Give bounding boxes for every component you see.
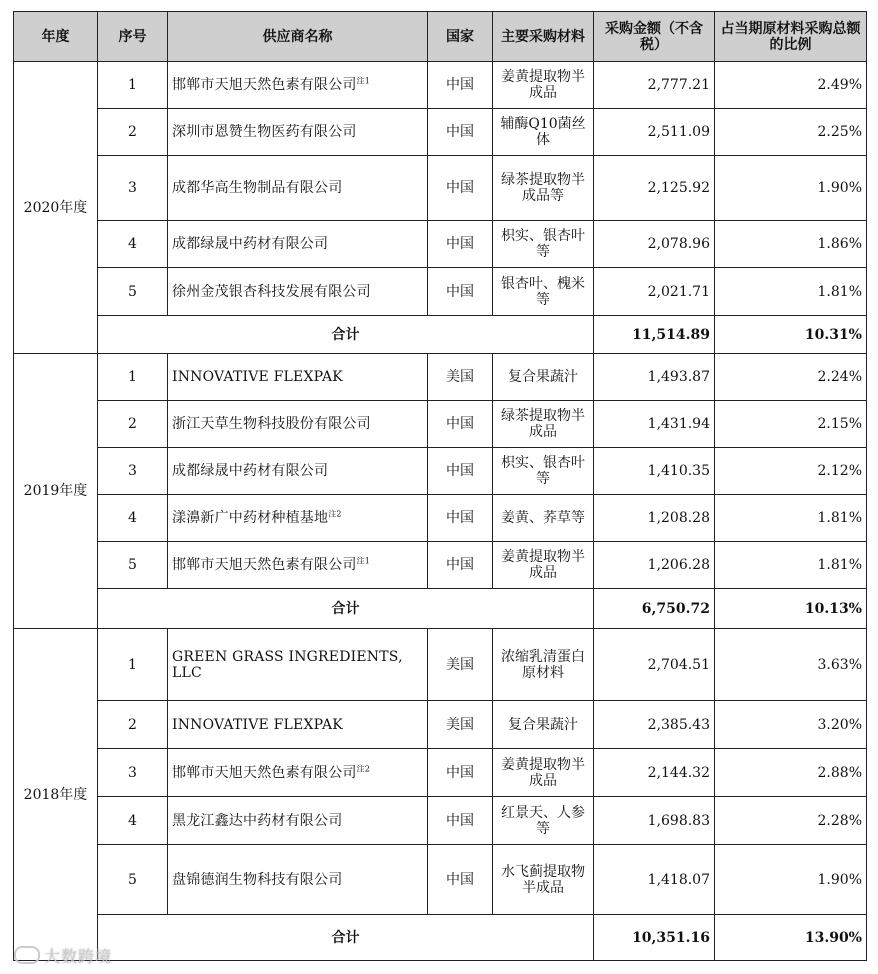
- amount-cell: 1,698.83: [594, 797, 715, 845]
- amount-cell: 2,078.96: [594, 221, 715, 268]
- total-amount: 10,351.16: [594, 915, 715, 961]
- seq-cell: 4: [98, 221, 168, 268]
- table-row: [14, 354, 867, 401]
- seq-cell: 4: [98, 495, 168, 542]
- country-cell: 中国: [428, 109, 493, 156]
- supplier-name: INNOVATIVE FLEXPAK: [172, 716, 343, 733]
- ratio-cell: 2.25%: [715, 109, 867, 156]
- header-row: [14, 12, 867, 62]
- supplier-name-cell: [168, 701, 428, 749]
- seq-cell: 1: [98, 629, 168, 701]
- supplier-name-cell: [168, 354, 428, 401]
- amount-cell: 1,410.35: [594, 448, 715, 495]
- ratio-cell: 1.81%: [715, 268, 867, 316]
- material-cell: 枳实、银杏叶等: [493, 448, 594, 495]
- total-label: 合计: [98, 316, 594, 354]
- watermark-text: 大数跨境: [44, 947, 113, 966]
- supplier-name: 漾濞新广中药材种植基地: [172, 510, 329, 526]
- material-cell: 姜黄提取物半成品: [493, 542, 594, 589]
- ratio-cell: 3.63%: [715, 629, 867, 701]
- table-row: [14, 156, 867, 221]
- table-row: [14, 268, 867, 316]
- supplier-name-cell: [168, 268, 428, 316]
- material-cell: 水飞蓟提取物半成品: [493, 845, 594, 915]
- supplier-name-cell: [168, 495, 428, 542]
- seq-cell: 2: [98, 401, 168, 448]
- amount-cell: 2,777.21: [594, 62, 715, 109]
- amount-cell: 1,206.28: [594, 542, 715, 589]
- total-ratio: 10.31%: [715, 316, 867, 354]
- seq-cell: 5: [98, 845, 168, 915]
- total-row: [14, 316, 867, 354]
- supplier-name: 黑龙江鑫达中药材有限公司: [172, 812, 343, 829]
- supplier-name: 深圳市恩赞生物医药有限公司: [172, 124, 357, 140]
- amount-cell: 1,493.87: [594, 354, 715, 401]
- seq-cell: 1: [98, 62, 168, 109]
- amount-cell: 2,125.92: [594, 156, 715, 221]
- supplier-table: [13, 11, 867, 961]
- seq-cell: 5: [98, 268, 168, 316]
- footnote-mark: 注2: [328, 509, 342, 519]
- material-cell: 复合果蔬汁: [493, 354, 594, 401]
- header-year: 年度: [14, 12, 98, 62]
- footnote-mark: 注1: [356, 556, 371, 566]
- supplier-name-cell: [168, 749, 428, 797]
- material-cell: 枳实、银杏叶等: [493, 221, 594, 268]
- seq-cell: 3: [98, 156, 168, 221]
- table-body: [14, 62, 867, 961]
- total-row: [14, 589, 867, 629]
- ratio-cell: 2.88%: [715, 749, 867, 797]
- supplier-name-cell: [168, 629, 428, 701]
- country-cell: 中国: [428, 749, 493, 797]
- amount-cell: 1,208.28: [594, 495, 715, 542]
- total-amount: 11,514.89: [594, 316, 715, 354]
- ratio-cell: 2.24%: [715, 354, 867, 401]
- amount-cell: 2,704.51: [594, 629, 715, 701]
- country-cell: 中国: [428, 845, 493, 915]
- table-row: [14, 629, 867, 701]
- table-row: [14, 495, 867, 542]
- ratio-cell: 1.90%: [715, 156, 867, 221]
- supplier-name: 成都绿晟中药材有限公司: [172, 463, 329, 479]
- seq-cell: 2: [98, 701, 168, 749]
- supplier-name-cell: [168, 845, 428, 915]
- material-cell: 复合果蔬汁: [493, 701, 594, 749]
- header-ratio: 占当期原材料采购总额的比例: [715, 12, 867, 62]
- supplier-name: 成都绿晟中药材有限公司: [172, 236, 329, 252]
- supplier-name-cell: [168, 221, 428, 268]
- seq-cell: 3: [98, 749, 168, 797]
- total-amount: 6,750.72: [594, 589, 715, 629]
- supplier-name-cell: [168, 797, 428, 845]
- supplier-name-cell: [168, 542, 428, 589]
- country-cell: 美国: [428, 354, 493, 401]
- watermark-logo-icon: [14, 946, 40, 964]
- supplier-name: 成都华高生物制品有限公司: [172, 180, 343, 196]
- header-supplier: 供应商名称: [168, 12, 428, 62]
- table-row: [14, 401, 867, 448]
- amount-cell: 2,021.71: [594, 268, 715, 316]
- table-row: [14, 749, 867, 797]
- year-cell: 2019年度: [14, 354, 98, 629]
- table-row: [14, 797, 867, 845]
- watermark: [14, 944, 112, 967]
- material-cell: 浓缩乳清蛋白原材料: [493, 629, 594, 701]
- table-row: [14, 448, 867, 495]
- ratio-cell: 2.49%: [715, 62, 867, 109]
- header-country: 国家: [428, 12, 493, 62]
- ratio-cell: 1.81%: [715, 542, 867, 589]
- country-cell: 中国: [428, 495, 493, 542]
- country-cell: 中国: [428, 268, 493, 316]
- supplier-name: 浙江天草生物科技股份有限公司: [172, 416, 371, 432]
- ratio-cell: 2.12%: [715, 448, 867, 495]
- ratio-cell: 1.81%: [715, 495, 867, 542]
- seq-cell: 3: [98, 448, 168, 495]
- total-row: [14, 915, 867, 961]
- amount-cell: 2,385.43: [594, 701, 715, 749]
- country-cell: 美国: [428, 701, 493, 749]
- amount-cell: 1,418.07: [594, 845, 715, 915]
- supplier-name-cell: [168, 156, 428, 221]
- total-ratio: 10.13%: [715, 589, 867, 629]
- header-amount: 采购金额（不含税）: [594, 12, 715, 62]
- supplier-name: 徐州金茂银杏科技发展有限公司: [172, 283, 371, 300]
- supplier-name-cell: [168, 62, 428, 109]
- year-cell: 2018年度: [14, 629, 98, 961]
- material-cell: 绿茶提取物半成品等: [493, 156, 594, 221]
- supplier-name-cell: [168, 109, 428, 156]
- material-cell: 姜黄提取物半成品: [493, 749, 594, 797]
- footnote-mark: 注1: [356, 76, 371, 86]
- country-cell: 中国: [428, 797, 493, 845]
- supplier-name: 盘锦德润生物科技有限公司: [172, 871, 343, 888]
- material-cell: 绿茶提取物半成品: [493, 401, 594, 448]
- supplier-name-cell: [168, 448, 428, 495]
- ratio-cell: 2.28%: [715, 797, 867, 845]
- header-material: 主要采购材料: [493, 12, 594, 62]
- ratio-cell: 1.86%: [715, 221, 867, 268]
- table-row: [14, 845, 867, 915]
- country-cell: 中国: [428, 221, 493, 268]
- year-cell: 2020年度: [14, 62, 98, 354]
- supplier-name: 邯郸市天旭天然色素有限公司: [172, 764, 357, 781]
- header-seq: 序号: [98, 12, 168, 62]
- seq-cell: 1: [98, 354, 168, 401]
- seq-cell: 2: [98, 109, 168, 156]
- amount-cell: 2,144.32: [594, 749, 715, 797]
- country-cell: 中国: [428, 401, 493, 448]
- total-label: 合计: [98, 589, 594, 629]
- supplier-name: GREEN GRASS INGREDIENTS, LLC: [172, 648, 403, 681]
- material-cell: 银杏叶、槐米等: [493, 268, 594, 316]
- country-cell: 美国: [428, 629, 493, 701]
- supplier-name: 邯郸市天旭天然色素有限公司: [172, 557, 357, 573]
- material-cell: 姜黄提取物半成品: [493, 62, 594, 109]
- ratio-cell: 3.20%: [715, 701, 867, 749]
- total-label: 合计: [98, 915, 594, 961]
- amount-cell: 2,511.09: [594, 109, 715, 156]
- material-cell: 辅酶Q10菌丝体: [493, 109, 594, 156]
- material-cell: 姜黄、荞草等: [493, 495, 594, 542]
- footnote-mark: 注2: [356, 763, 371, 773]
- amount-cell: 1,431.94: [594, 401, 715, 448]
- material-cell: 红景天、人参等: [493, 797, 594, 845]
- country-cell: 中国: [428, 156, 493, 221]
- country-cell: 中国: [428, 542, 493, 589]
- seq-cell: 4: [98, 797, 168, 845]
- table-row: [14, 701, 867, 749]
- table-row: [14, 62, 867, 109]
- ratio-cell: 2.15%: [715, 401, 867, 448]
- table-row: [14, 221, 867, 268]
- total-ratio: 13.90%: [715, 915, 867, 961]
- supplier-name: 邯郸市天旭天然色素有限公司: [172, 77, 357, 93]
- country-cell: 中国: [428, 62, 493, 109]
- supplier-name-cell: [168, 401, 428, 448]
- table-row: [14, 109, 867, 156]
- seq-cell: 5: [98, 542, 168, 589]
- ratio-cell: 1.90%: [715, 845, 867, 915]
- table-row: [14, 542, 867, 589]
- country-cell: 中国: [428, 448, 493, 495]
- supplier-name: INNOVATIVE FLEXPAK: [172, 369, 343, 385]
